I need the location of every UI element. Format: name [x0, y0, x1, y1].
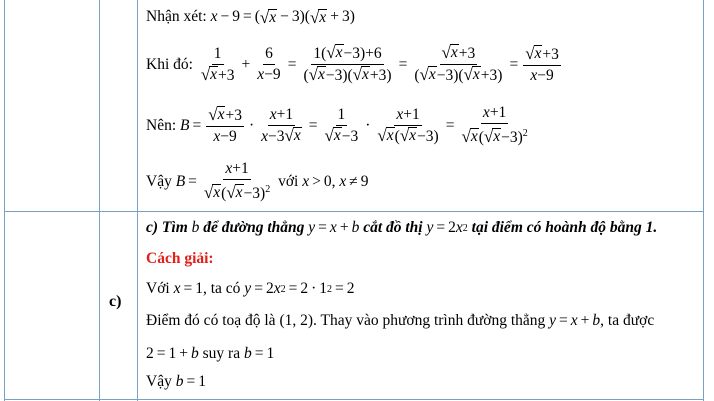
- solution-line-4: Vậy b = 1: [146, 373, 206, 390]
- vay-line: Vậy B = x+1 √ x ( √ x −3)$^2$ với x > 0, x ≠ 9: [146, 160, 369, 203]
- part-c-problem: c) Tìm b để đường thẳng y = x + b cắt đồ thị y = 2 x 2 tại điểm có hoành độ bằng 1.: [146, 219, 658, 236]
- row-divider: [4, 211, 704, 212]
- solution-line-1: Với x = 1 , ta có y = 2 x 2 = 2 · 1 2 = 2: [146, 280, 355, 297]
- table-border-left: [4, 0, 5, 401]
- nen-line: Nên: B = √ x +3 x−9 · x+1 x−3 √ x = 1 √ x −3 · x+1 √ x ( √ x −3) = x+1 √ x ( √ x −3)$^2$: [146, 104, 528, 147]
- table-divider-col2: [137, 0, 138, 401]
- solution-line-3: 2 = 1 + b suy ra b = 1: [146, 345, 275, 362]
- cach-giai-heading: Cách giải:: [146, 250, 214, 267]
- khi-do-line: Khi đó: 1 √ x +3 + $\frac{6}{x-9}$ = 1( √ x −3)+6 ( √ x −3)( √ x +3) = √ x +3 ( √ x −3)( √ x +3) = √ x +3 x−9: [146, 43, 559, 84]
- table-divider-col1: [99, 0, 100, 401]
- solution-line-2: Điểm đó có toạ độ là (1, 2) . Thay vào phương trình đường thẳng y = x + b , ta được: [146, 312, 655, 329]
- nhan-xet-line: Nhận xét: x − 9 = ( √ x − 3)( √ x + 3): [146, 7, 355, 27]
- table-border-right: [703, 0, 704, 401]
- table-border-bottom: [4, 399, 704, 400]
- part-c-label: c): [109, 293, 122, 310]
